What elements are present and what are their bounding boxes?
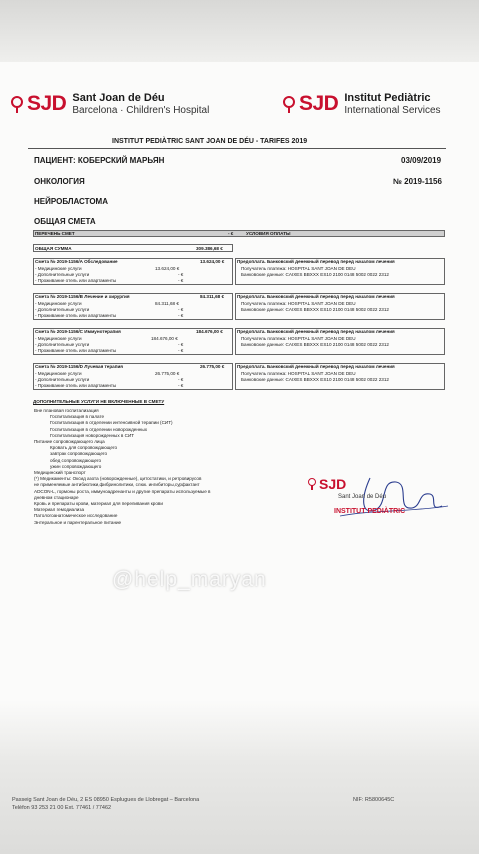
list-item: Кровь и препараты крови, материал для переливания крови [34,501,163,507]
section-d-amount: 26.775,00 € [200,364,225,369]
payment-line: Банковские данные: CAIXES BBXXX ES10 2100 0148 5002 0022 2312 [241,272,389,277]
row-label: - Дополнительные услуги [35,342,90,347]
row-value: - € [178,342,184,347]
section-c-amount: 184.676,00 € [196,329,223,334]
footer-phone: Telèfon 93 253 21 00 Ext. 77461 / 77462 [12,805,112,811]
list-item: ужин сопровождающего [50,463,102,469]
payment-line: Получатель платежа: HOSPITAL SANT JOAN DE DEU [241,301,356,306]
stamp-line2: INSTITUT PEDIÀTRIC [334,508,406,515]
table-header [33,230,445,237]
table-header-left: ПЕРЕЧЕНЬ СМЕТ [35,231,75,236]
row-label: - Проживание отель или апартаменты [35,278,117,283]
section-a-amount: 13.624,00 € [200,259,225,264]
list-item: не применяемые антибиотики,фибринолитики, слюк. ингибиторы,сурфактант [34,482,200,488]
row-label: - Медицинские услуги [35,371,82,376]
list-item: Патологоанатомическое исследование [34,513,118,519]
row-value: - € [178,278,184,283]
hospital-stamp [300,470,450,535]
list-item: Энтеральное и парентеральное питание [34,519,122,525]
payment-line: Предоплата. Банковский денежный перевод перед началом лечения [237,364,395,369]
row-label: - Дополнительные услуги [35,377,90,382]
sjd-emblem-icon [306,477,318,491]
payment-line: Банковские данные: CAIXES BBXXX ES10 2100 0148 5002 0022 2312 [241,307,389,312]
department: ОНКОЛОГИЯ [34,177,85,186]
list-item: Госпитализация в палате [50,414,105,420]
list-item: завтрак сопровождающего [50,451,108,457]
row-value: - € [178,272,184,277]
section-a-title: Смета № 2019-1156/A Обследование [35,259,118,264]
row-label: - Дополнительные услуги [35,307,90,312]
list-item: обед сопровождающего [50,457,102,463]
document-date: 03/09/2019 [401,156,442,165]
patient-name: ПАЦИЕНТ: КОБЕРСКИЙ МАРЬЯН [34,156,165,165]
stamp-line1: Sant Joan de Déu [338,494,387,500]
divider [28,148,446,149]
logo-line1: Sant Joan de Déu [72,92,165,105]
payment-line: Предоплата. Банковский денежный перевод перед началом лечения [237,294,395,299]
section-b-amount: 84.311,68 € [200,294,225,299]
footer-address: Passeig Sant Joan de Déu, 2 ES 08950 Esplugues de Llobregat – Barcelona [12,797,200,803]
table-header-mid: - € [228,231,234,236]
list-item: Кровать для сопровождающего [50,445,118,451]
total-value: 309.386,68 € [196,246,223,251]
row-value: - € [178,313,184,318]
row-label: - Медицинские услуги [35,301,82,306]
list-item: дневном стационаре [34,494,79,500]
footer-nif: NIF: R5800645C [353,797,395,803]
row-label: - Проживание отель или апартаменты [35,383,117,388]
photo-bottom-area [0,700,479,854]
payment-line: Получатель платежа: HOSPITAL SANT JOAN DE DEU [241,266,356,271]
payment-line: Получатель платежа: HOSPITAL SANT JOAN DE DEU [241,336,356,341]
list-item: Госпитализация в отделении новорожденных [50,426,148,432]
logo-line2: Barcelona · Children's Hospital [72,104,210,116]
row-value: 184.676,00 € [151,336,178,341]
list-item: (*) Медикаменты: Оксид азота (новорожденные), цитостатики, и ретровирусов [34,476,202,482]
stamp-mark: SJD [319,476,347,492]
list-item: Питание сопровождающего лица [34,439,105,445]
document-page [0,62,479,752]
payment-line: Получатель платежа: HOSPITAL SANT JOAN DE DEU [241,371,356,376]
total-label: ОБЩАЯ СУММА [35,246,72,251]
row-value: 13.624,00 € [155,266,180,271]
row-label: - Проживание отель или апартаменты [35,348,117,353]
list-item: Госпитализация новорожденных в СИТ [50,432,135,438]
section-b-title: Смета № 2019-1156/B Лечение и хирургия [35,294,130,299]
payment-line: Предоплата. Банковский денежный перевод перед началом лечения [237,329,395,334]
sjd-emblem-icon [280,94,298,114]
payment-line: Банковские данные: CAIXES BBXXX ES10 2100 0148 5002 0022 2312 [241,342,389,347]
row-value: - € [178,348,184,353]
logo-institut-pediatric [280,92,441,116]
logo-mark: SJD [27,92,67,115]
payment-line: Банковские данные: CAIXES BBXXX ES10 2100 0148 5002 0022 2312 [241,377,389,382]
document-number: № 2019-1156 [393,177,442,186]
row-value: - € [178,383,184,388]
list-item: Медицинский транспорт [34,470,86,476]
logo-line2: International Services [344,104,441,116]
row-label: - Медицинские услуги [35,266,82,271]
watermark-text: @help_maryan [112,568,267,591]
table-header-right: УСЛОВИЯ ОПЛАТЫ [246,231,291,236]
section-d-title: Смета № 2019-1156/D Лучевая терапия [35,364,123,369]
logo-sjd-hospital [8,92,209,116]
section-c-title: Смета № 2019-1156/C Иммунотерапия [35,329,121,334]
diagnosis: НЕЙРОБЛАСТОМА [34,197,108,206]
row-value: - € [178,307,184,312]
photo-top-shadow [0,0,479,62]
estimate-title: ОБЩАЯ СМЕТА [34,217,96,226]
list-item: Материал гемодиализа [34,507,85,513]
list-item: Вне плановая госпитализация [34,408,99,413]
row-label: - Медицинские услуги [35,336,82,341]
logo-line1: Institut Pediàtric [344,92,431,105]
logo-mark: SJD [299,92,339,115]
extras-list [34,408,210,526]
row-value: - € [178,377,184,382]
list-item: ADCON-L, гормоны роста, иммуноадренанты и другие препараты используемые в [34,488,211,494]
list-item: Госпитализация в отделении интенсивной терапии (СИТ) [50,420,173,426]
row-value: 26.775,00 € [155,371,180,376]
extras-title: ДОПОЛНИТЕЛЬНЫЕ УСЛУГИ НЕ ВКЛЮЧЕННЫЕ В СМЕТУ [33,399,165,404]
institute-title: INSTITUT PEDIÀTRIC SANT JOAN DE DÉU - TARIFES 2019 [112,138,308,145]
payment-line: Предоплата. Банковский денежный перевод перед началом лечения [237,259,395,264]
row-value: 84.311,68 € [155,301,179,306]
row-label: - Проживание отель или апартаменты [35,313,117,318]
sjd-emblem-icon [8,94,26,114]
row-label: - Дополнительные услуги [35,272,90,277]
